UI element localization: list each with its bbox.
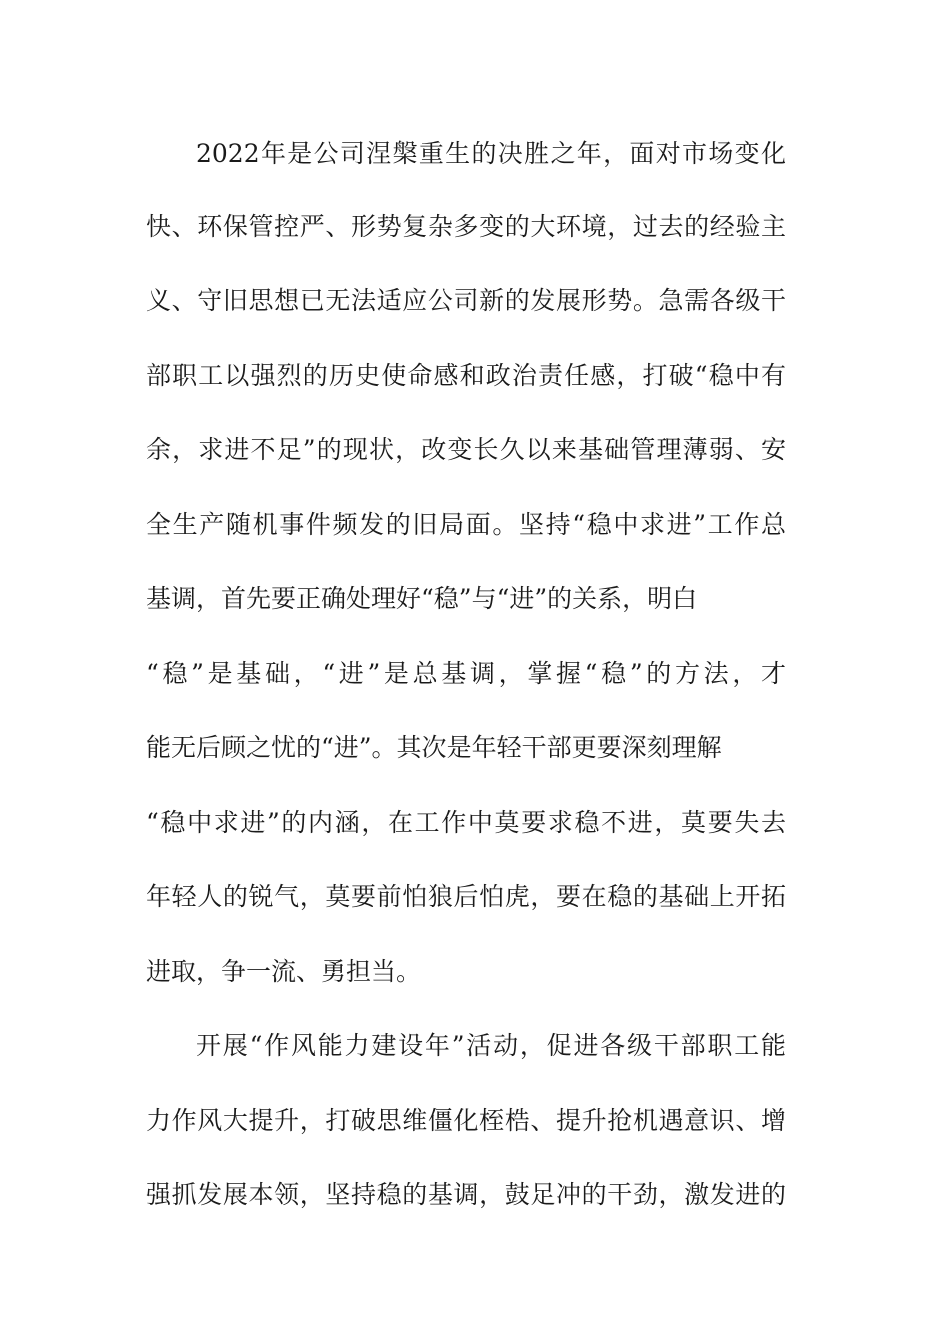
paragraph-1-line-10: “稳中求进”的内涵，在工作中莫要求稳不进，莫要失去 <box>146 808 786 837</box>
paragraph-1-line-2: 快、环保管控严、形势复杂多变的大环境，过去的经验主 <box>146 212 786 241</box>
paragraph-1-line-4: 部职工以强烈的历史使命感和政治责任感，打破“稳中有 <box>146 361 786 390</box>
paragraph-1-line-8: “稳”是基础，“进”是总基调，掌握“稳”的方法，才 <box>146 659 786 688</box>
paragraph-2-line-3: 强抓发展本领，坚持稳的基调，鼓足冲的干劲，激发进的 <box>146 1180 786 1209</box>
paragraph-1-line-5: 余，求进不足”的现状，改变长久以来基础管理薄弱、安 <box>146 435 786 464</box>
paragraph-2-line-2: 力作风大提升，打破思维僵化桎梏、提升抢机遇意识、增 <box>146 1106 786 1135</box>
paragraph-1-line-3: 义、守旧思想已无法适应公司新的发展形势。急需各级干 <box>146 286 786 315</box>
paragraph-1-line-6: 全生产随机事件频发的旧局面。坚持“稳中求进”工作总 <box>146 510 786 539</box>
paragraph-1-line-7: 基调，首先要正确处理好“稳”与“进”的关系，明白 <box>146 584 698 613</box>
paragraph-1-line-9: 能无后顾之忧的“进”。其次是年轻干部更要深刻理解 <box>146 733 722 762</box>
paragraph-1-line-11: 年轻人的锐气，莫要前怕狼后怕虎，要在稳的基础上开拓 <box>146 882 786 911</box>
paragraph-1-line-12: 进取，争一流、勇担当。 <box>146 957 422 986</box>
paragraph-1-line-1: 2022年是公司涅槃重生的决胜之年，面对市场变化 <box>196 139 786 168</box>
paragraph-2-line-1: 开展“作风能力建设年”活动，促进各级干部职工能 <box>196 1031 786 1060</box>
